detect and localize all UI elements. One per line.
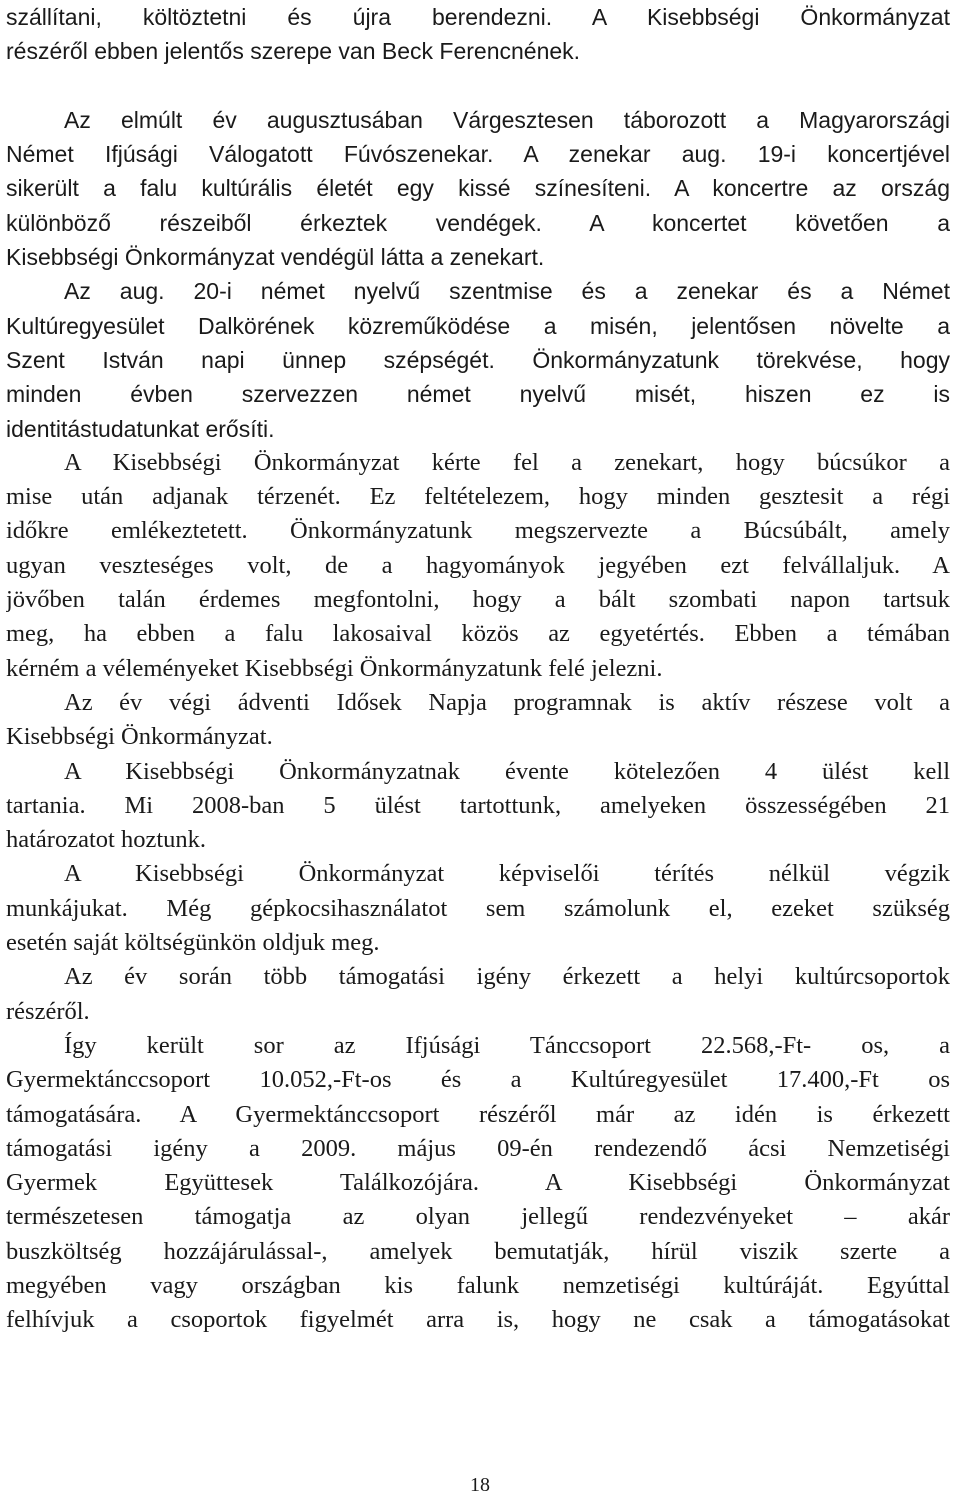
document-page — [6, 0, 950, 1505]
text-line: A Kisebbségi Önkormányzatnak évente kötelezően 4 ülést kell — [64, 757, 950, 785]
text-line: részéről. — [6, 997, 90, 1025]
text-line: határozatot hoztunk. — [6, 826, 207, 854]
text-line: Így került sor az Ifjúsági Tánccsoport 22.568,-Ft- os, a — [64, 1031, 950, 1059]
paragraph — [6, 686, 950, 755]
text-line: jövőben talán érdemes megfontolni, hogy a bált szombati napon tartsuk — [6, 586, 950, 614]
text-line: részéről ebben jelentős szerepe van Beck Ferencnének. — [6, 38, 581, 65]
text-line: természetesen támogatja az olyan jellegű rendezvényeket – akár — [6, 1203, 950, 1231]
text-line: támogatására. A Gyermektánccsoport részéről már az idén is érkezett — [6, 1100, 950, 1128]
text-line: ugyan veszteséges volt, de a hagyományok jegyében ezt felvállaljuk. A — [6, 551, 950, 579]
text-line: esetén saját költségünkön oldjuk meg. — [6, 929, 380, 957]
text-line: munkájukat. Még gépkocsihasználatot sem számolunk el, ezeket szükség — [6, 894, 950, 922]
text-line: kérném a véleményeket Kisebbségi Önkormányzatunk felé jelezni. — [6, 654, 663, 682]
text-line: támogatási igény a 2009. május 09-én rendezendő ácsi Nemzetiségi — [6, 1134, 950, 1162]
text-line: mise után adjanak térzenét. Ez feltételezem, hogy minden gesztesit a régi — [6, 483, 950, 511]
text-line: minden évben szervezzen német nyelvű misét, hiszen ez is — [6, 381, 950, 408]
text-line: Kisebbségi Önkormányzat vendégül látta a zenekart. — [6, 244, 545, 271]
text-line: Gyermek Együttesek Találkozójára. A Kisebbségi Önkormányzat — [6, 1169, 950, 1197]
paragraph — [6, 960, 950, 1029]
text-line: tartania. Mi 2008-ban 5 ülést tartottunk, amelyeken összességében 21 — [6, 791, 950, 819]
paragraph — [6, 103, 950, 274]
text-line: sikerült a falu kultúrális életét egy kissé színesíteni. A koncertre az ország — [6, 175, 950, 202]
text-line: Gyermektánccsoport 10.052,-Ft-os és a Kultúregyesület 17.400,-Ft os — [6, 1066, 950, 1094]
text-line: A Kisebbségi Önkormányzat kérte fel a zenekart, hogy búcsúkor a — [64, 448, 950, 476]
paragraph — [6, 0, 950, 69]
text-line: Kisebbségi Önkormányzat. — [6, 723, 273, 751]
text-line: Német Ifjúsági Válogatott Fúvószenekar. A zenekar aug. 19-i koncertjével — [6, 141, 950, 168]
text-line: meg, ha ebben a falu lakosaival közös az egyetértés. Ebben a témában — [6, 620, 950, 648]
paragraph — [6, 446, 950, 686]
text-line: Kultúregyesület Dalkörének közreműködése a misén, jelentősen növelte a — [6, 312, 950, 339]
text-line: Az év során több támogatási igény érkezett a helyi kultúrcsoportok — [64, 963, 950, 991]
paragraph-spacer — [6, 69, 950, 103]
paragraph — [6, 857, 950, 960]
text-line: Az elmúlt év augusztusában Várgesztesen táborozott a Magyarországi — [64, 106, 950, 133]
text-line: Szent István napi ünnep szépségét. Önkormányzatunk törekvése, hogy — [6, 346, 950, 373]
text-line: Az aug. 20-i német nyelvű szentmise és a zenekar és a Német — [64, 278, 950, 305]
text-line: A Kisebbségi Önkormányzat képviselői térítés nélkül végzik — [64, 860, 950, 888]
text-line: szállítani, költöztetni és újra berendezni. A Kisebbségi Önkormányzat — [6, 4, 950, 30]
text-line: időkre emlékeztetett. Önkormányzatunk megszervezte a Búcsúbált, amely — [6, 517, 950, 545]
text-line: különböző részeiből érkeztek vendégek. A koncertet követően a — [6, 209, 950, 236]
text-line: felhívjuk a csoportok figyelmét arra is, hogy ne csak a támogatásokat — [6, 1306, 950, 1334]
paragraph — [6, 755, 950, 858]
paragraph — [6, 1029, 950, 1338]
paragraph — [6, 274, 950, 445]
text-line: buszköltség hozzájárulással-, amelyek bemutatják, hírül viszik szerte a — [6, 1237, 950, 1265]
text-line: identitástudatunkat erősíti. — [6, 415, 275, 442]
text-line: megyében vagy országban kis falunk nemzetiségi kultúráját. Egyúttal — [6, 1271, 950, 1299]
page-number: 18 — [470, 1474, 490, 1496]
text-line: Az év végi ádventi Idősek Napja programnak is aktív részese volt a — [64, 688, 950, 716]
